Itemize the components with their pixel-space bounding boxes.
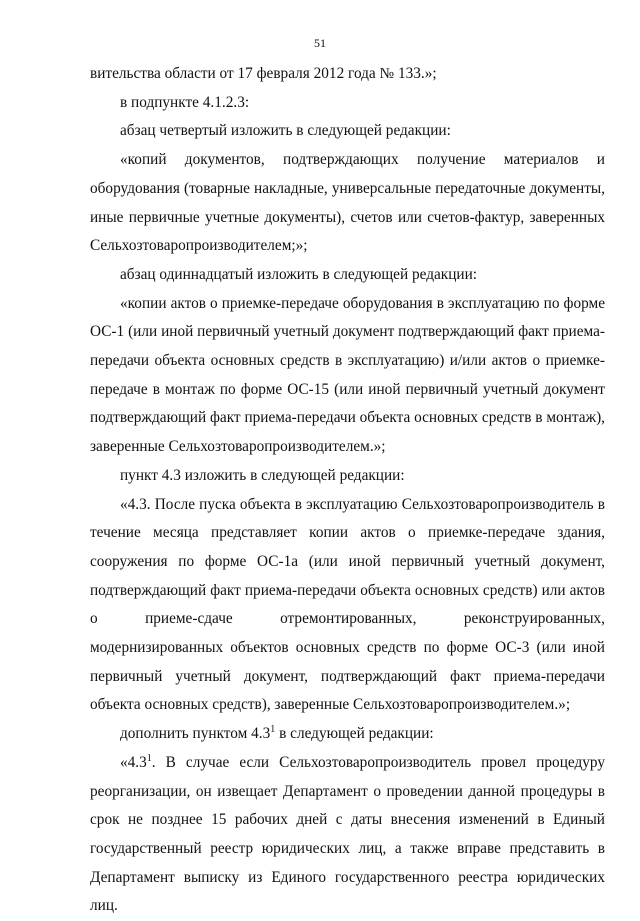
text-run: в следующей редакции: (275, 725, 434, 743)
paragraph-instruction: абзац одиннадцатый изложить в следующей редакции: (120, 265, 478, 283)
paragraph-subclause-header: в подпункте 4.1.2.3: (120, 93, 250, 111)
superscript: 1 (270, 724, 276, 736)
paragraph-continuation: вительства области от 17 февраля 2012 года № 133.»; (90, 65, 437, 82)
paragraph-instruction: абзац четвертый изложить в следующей редакции: (120, 122, 451, 140)
paragraph-clause-4-3: «4.3. После пуска объекта в эксплуатацию Сельхозтоваропроизводитель в течение месяца представляет копии актов о приемке-передаче здания, сооружения по форме ОС-1а (или иной первичный учетный документ, подтверждающий факт приема-передачи объекта основных средств) или актов о приеме-сдаче отремонтированных, реконструированных, модернизированных объектов основных средств по форме ОС-3 (или иной первичный учетный документ, подтверждающий факт приема-передачи объекта основных средств), заверенные Сельхозтоваропроизводителем.»; (90, 495, 605, 714)
text-run: дополнить пунктом 4.3 (120, 725, 271, 743)
paragraph-quote-documents: «копий документов, подтверждающих получение материалов и оборудования (товарные накладные, универсальные передаточные документы, иные первичные учетные документы), счетов или счетов-фактур, заверенных Сельхозтоваропроизводителем;»; (90, 151, 605, 255)
document-body (90, 60, 605, 921)
paragraph-instruction: пункт 4.3 изложить в следующей редакции: (120, 466, 405, 484)
paragraph-quote-acts: «копии актов о приемке-передаче оборудования в эксплуатацию по форме ОС-1 (или иной первичный учетный документ подтверждающий факт приема-передачи объекта основных средств в эксплуатацию) и/или актов о приемке-передаче в монтаж по форме ОС-15 (или иной первичный учетный документ подтверждающий факт приема-передачи объекта основных средств в монтаж), заверенные Сельхозтоваропроизводителем.»; (90, 294, 605, 456)
text-run: . В случае если Сельхозтоваропроизводитель провел процедуру реорганизации, он извещает Департамент о проведении данной процедуры в срок не позднее 15 рабочих дней с даты внесения изменений в Единый государственный реестр юридических лиц, а также вправе представить в Департамент выписку из Единого государственного реестра юридических лиц. (90, 753, 605, 915)
paragraph-clause-4-3-1 (90, 749, 605, 921)
paragraph-instruction (90, 720, 605, 749)
text-run: «4.3 (120, 753, 147, 771)
page-number: 51 (314, 36, 326, 50)
superscript: 1 (146, 752, 152, 764)
